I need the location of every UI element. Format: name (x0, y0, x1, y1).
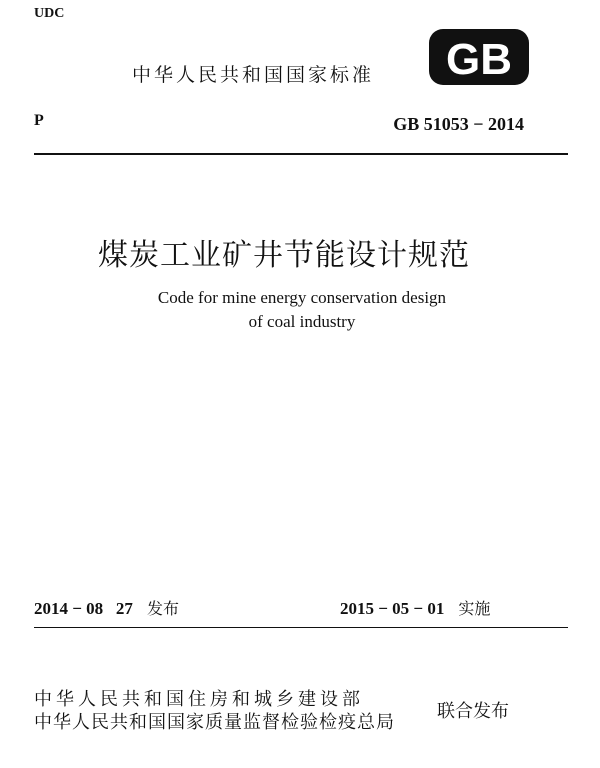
english-title-line1: Code for mine energy conservation design (157, 288, 447, 307)
implement-date-block (340, 596, 490, 619)
standard-type: 中华人民共和国国家标准 (132, 64, 375, 86)
chinese-title: 煤炭工业矿井节能设计规范 (98, 238, 470, 273)
gb-logo (428, 28, 530, 86)
english-title-line2: of coal industry (248, 312, 356, 331)
issue-label: 发布 (146, 599, 179, 618)
issue-date-block (34, 596, 179, 619)
category-code: P (34, 112, 44, 129)
top-divider (34, 153, 568, 155)
publisher-1: 中华人民共和国住房和城乡建设部 (34, 689, 364, 710)
joint-publish-label: 联合发布 (437, 701, 509, 722)
bottom-divider (34, 627, 568, 628)
implement-label: 实施 (458, 599, 491, 618)
udc-label: UDC (34, 6, 65, 21)
standard-number: GB 51053 − 2014 (393, 114, 524, 134)
implement-date: 2015 − 05 − 01 (340, 599, 445, 618)
english-title (80, 286, 524, 334)
publisher-2: 中华人民共和国国家质量监督检验检疫总局 (34, 712, 395, 733)
gb-logo-text: GB (446, 35, 512, 84)
issue-date: 2014 − 08 27 (34, 599, 133, 618)
